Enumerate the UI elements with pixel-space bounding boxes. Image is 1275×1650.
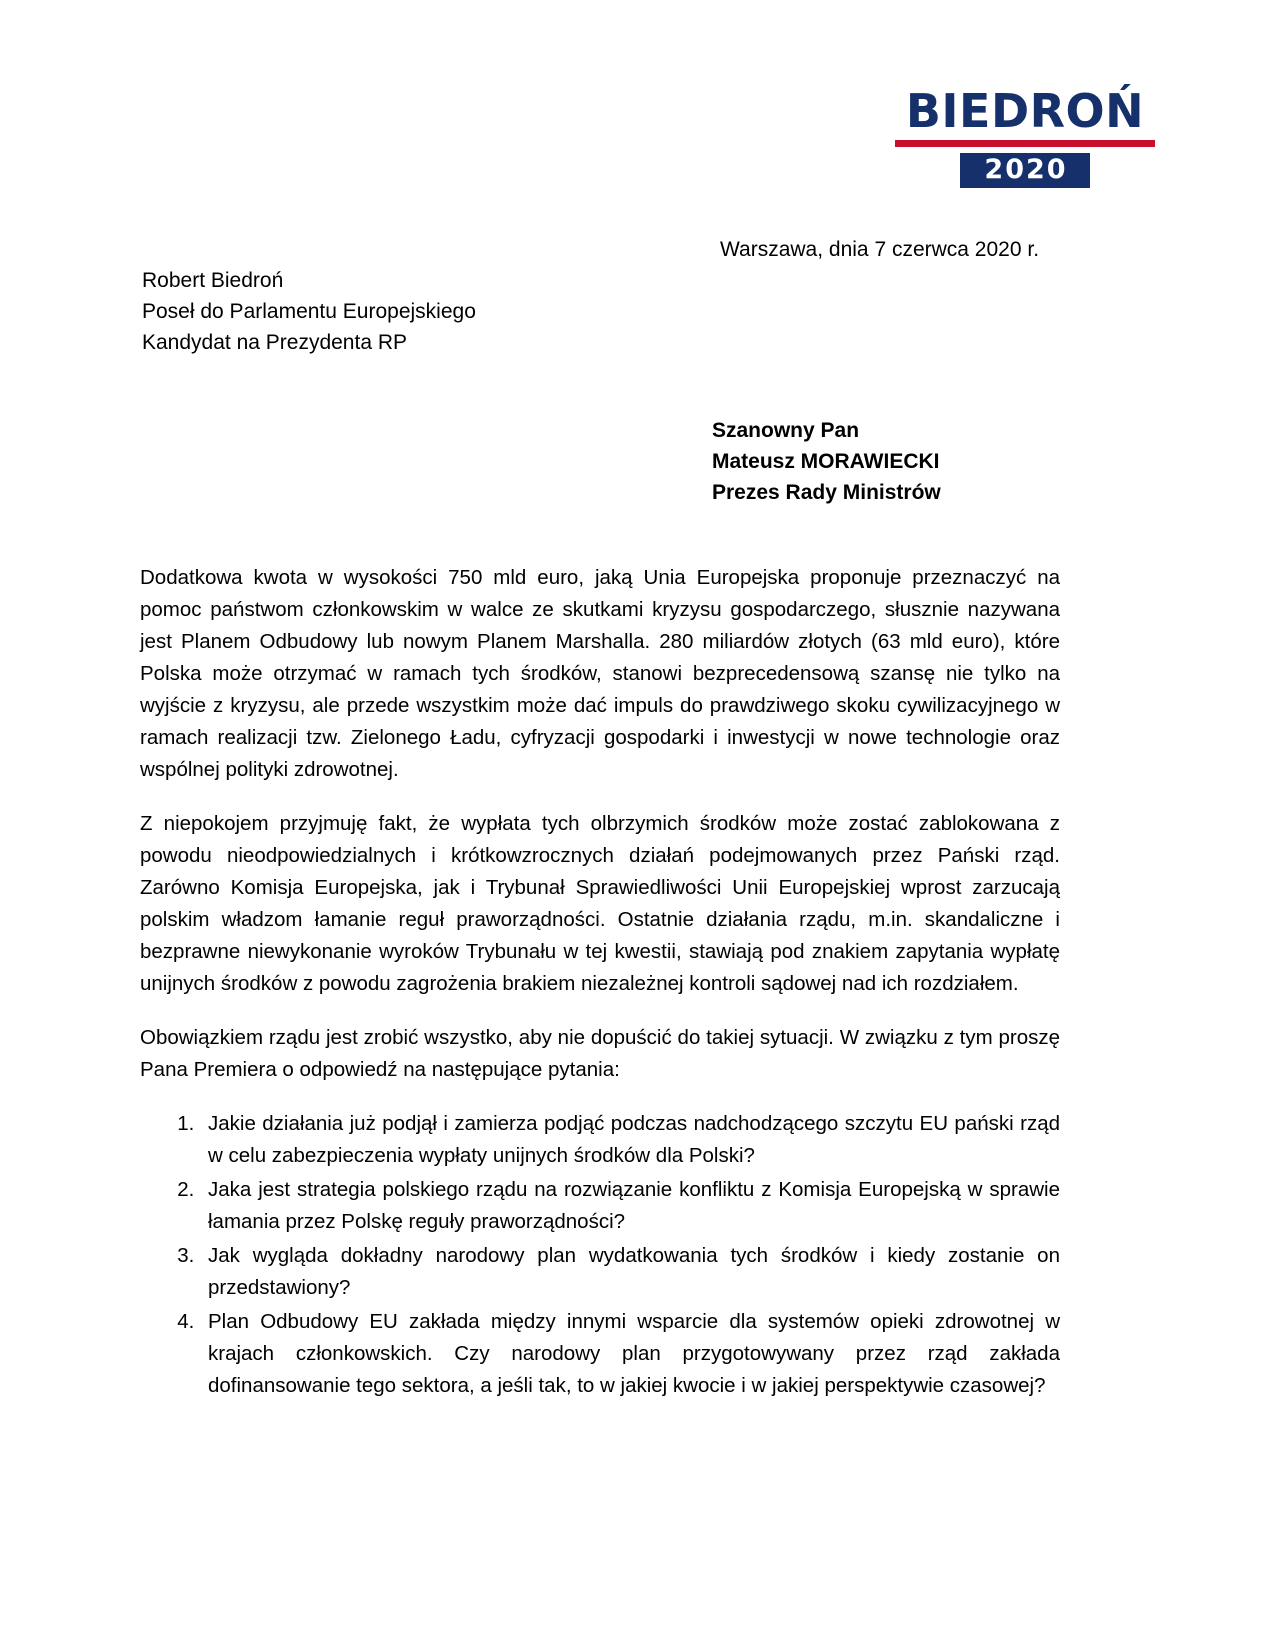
body-paragraph-3: Obowiązkiem rządu jest zrobić wszystko, aby nie dopuścić do takiej sytuacji. W związku z tym proszę Pana Premiera o odpowiedź na następujące pytania: (140, 1026, 1060, 1081)
sender-line-3: Kandydat na Prezydenta RP (142, 331, 408, 354)
logo-year-wrap (895, 153, 1155, 188)
body-paragraph-2: Z niepokojem przyjmuję fakt, że wypłata tych olbrzymich środków może zostać zablokowana z powodu nieodpowiedzialnych i krótkowzrocznych działań podejmowanych przez Pański rząd. Zarówno Komisja Europejska, jak i Trybunał Sprawiedliwości Unii Europejskiej wprost zarzucają polskim władzom łamanie reguł praworządności. Ostatnie działania rządu, m.in. skandaliczne i bezprawne niewykonanie wyroków Trybunału w tej kwestii, stawiają pod znakiem zapytania wypłatę unijnych środków z powodu zagrożenia brakiem niezależnej kontroli sądowej nad ich rozdziałem. (140, 812, 1060, 995)
recipient-block (712, 415, 941, 508)
logo-candidate-name: BIEDROŃ (905, 84, 1145, 138)
recipient-line-1: Szanowny Pan (712, 419, 860, 442)
questions-list (140, 1108, 1060, 1402)
question-item: 2. Jaka jest strategia polskiego rządu na rozwiązanie konfliktu z Komisja Europejską w sprawie łamania przez Polskę reguły praworządności? (200, 1174, 1060, 1238)
recipient-line-2: Mateusz MORAWIECKI (712, 450, 940, 473)
date-line: Warszawa, dnia 7 czerwca 2020 r. (720, 238, 1040, 261)
sender-line-1: Robert Biedroń (142, 269, 284, 292)
body-paragraph-1: Dodatkowa kwota w wysokości 750 mld euro, jaką Unia Europejska proponuje przeznaczyć na pomoc państwom członkowskim w walce ze skutkami kryzysu gospodarczego, słusznie nazywana jest Planem Odbudowy lub nowym Planem Marshalla. 280 miliardów złotych (63 mld euro), które Polska może otrzymać w ramach tych środków, stanowi bezprecedensową szansę nie tylko na wyjście z kryzysu, ale przede wszystkim może dać impuls do prawdziwego skoku cywilizacyjnego w ramach realizacji tzw. Zielonego Ładu, cyfryzacji gospodarki i inwestycji w nowe technologie oraz wspólnej polityki zdrowotnej. (140, 566, 1060, 781)
letter-body (140, 562, 1060, 1404)
question-item: 4. Plan Odbudowy EU zakłada między innymi wsparcie dla systemów opieki zdrowotnej w krajach członkowskich. Czy narodowy plan przygotowywany przez rząd zakłada dofinansowanie tego sektora, a jeśli tak, to w jakiej kwocie i w jakiej perspektywie czasowej? (200, 1306, 1060, 1402)
recipient-line-3: Prezes Rady Ministrów (712, 481, 941, 504)
logo-red-rule (895, 140, 1155, 147)
campaign-logo (895, 84, 1155, 188)
sender-block (142, 265, 476, 358)
question-item: 1. Jakie działania już podjął i zamierza podjąć podczas nadchodzącego szczytu EU pański rząd w celu zabezpieczenia wypłaty unijnych środków dla Polski? (200, 1108, 1060, 1172)
sender-line-2: Poseł do Parlamentu Europejskiego (142, 300, 476, 323)
logo-year: 2020 (960, 153, 1089, 188)
question-item: 3. Jak wygląda dokładny narodowy plan wydatkowania tych środków i kiedy zostanie on przedstawiony? (200, 1240, 1060, 1304)
